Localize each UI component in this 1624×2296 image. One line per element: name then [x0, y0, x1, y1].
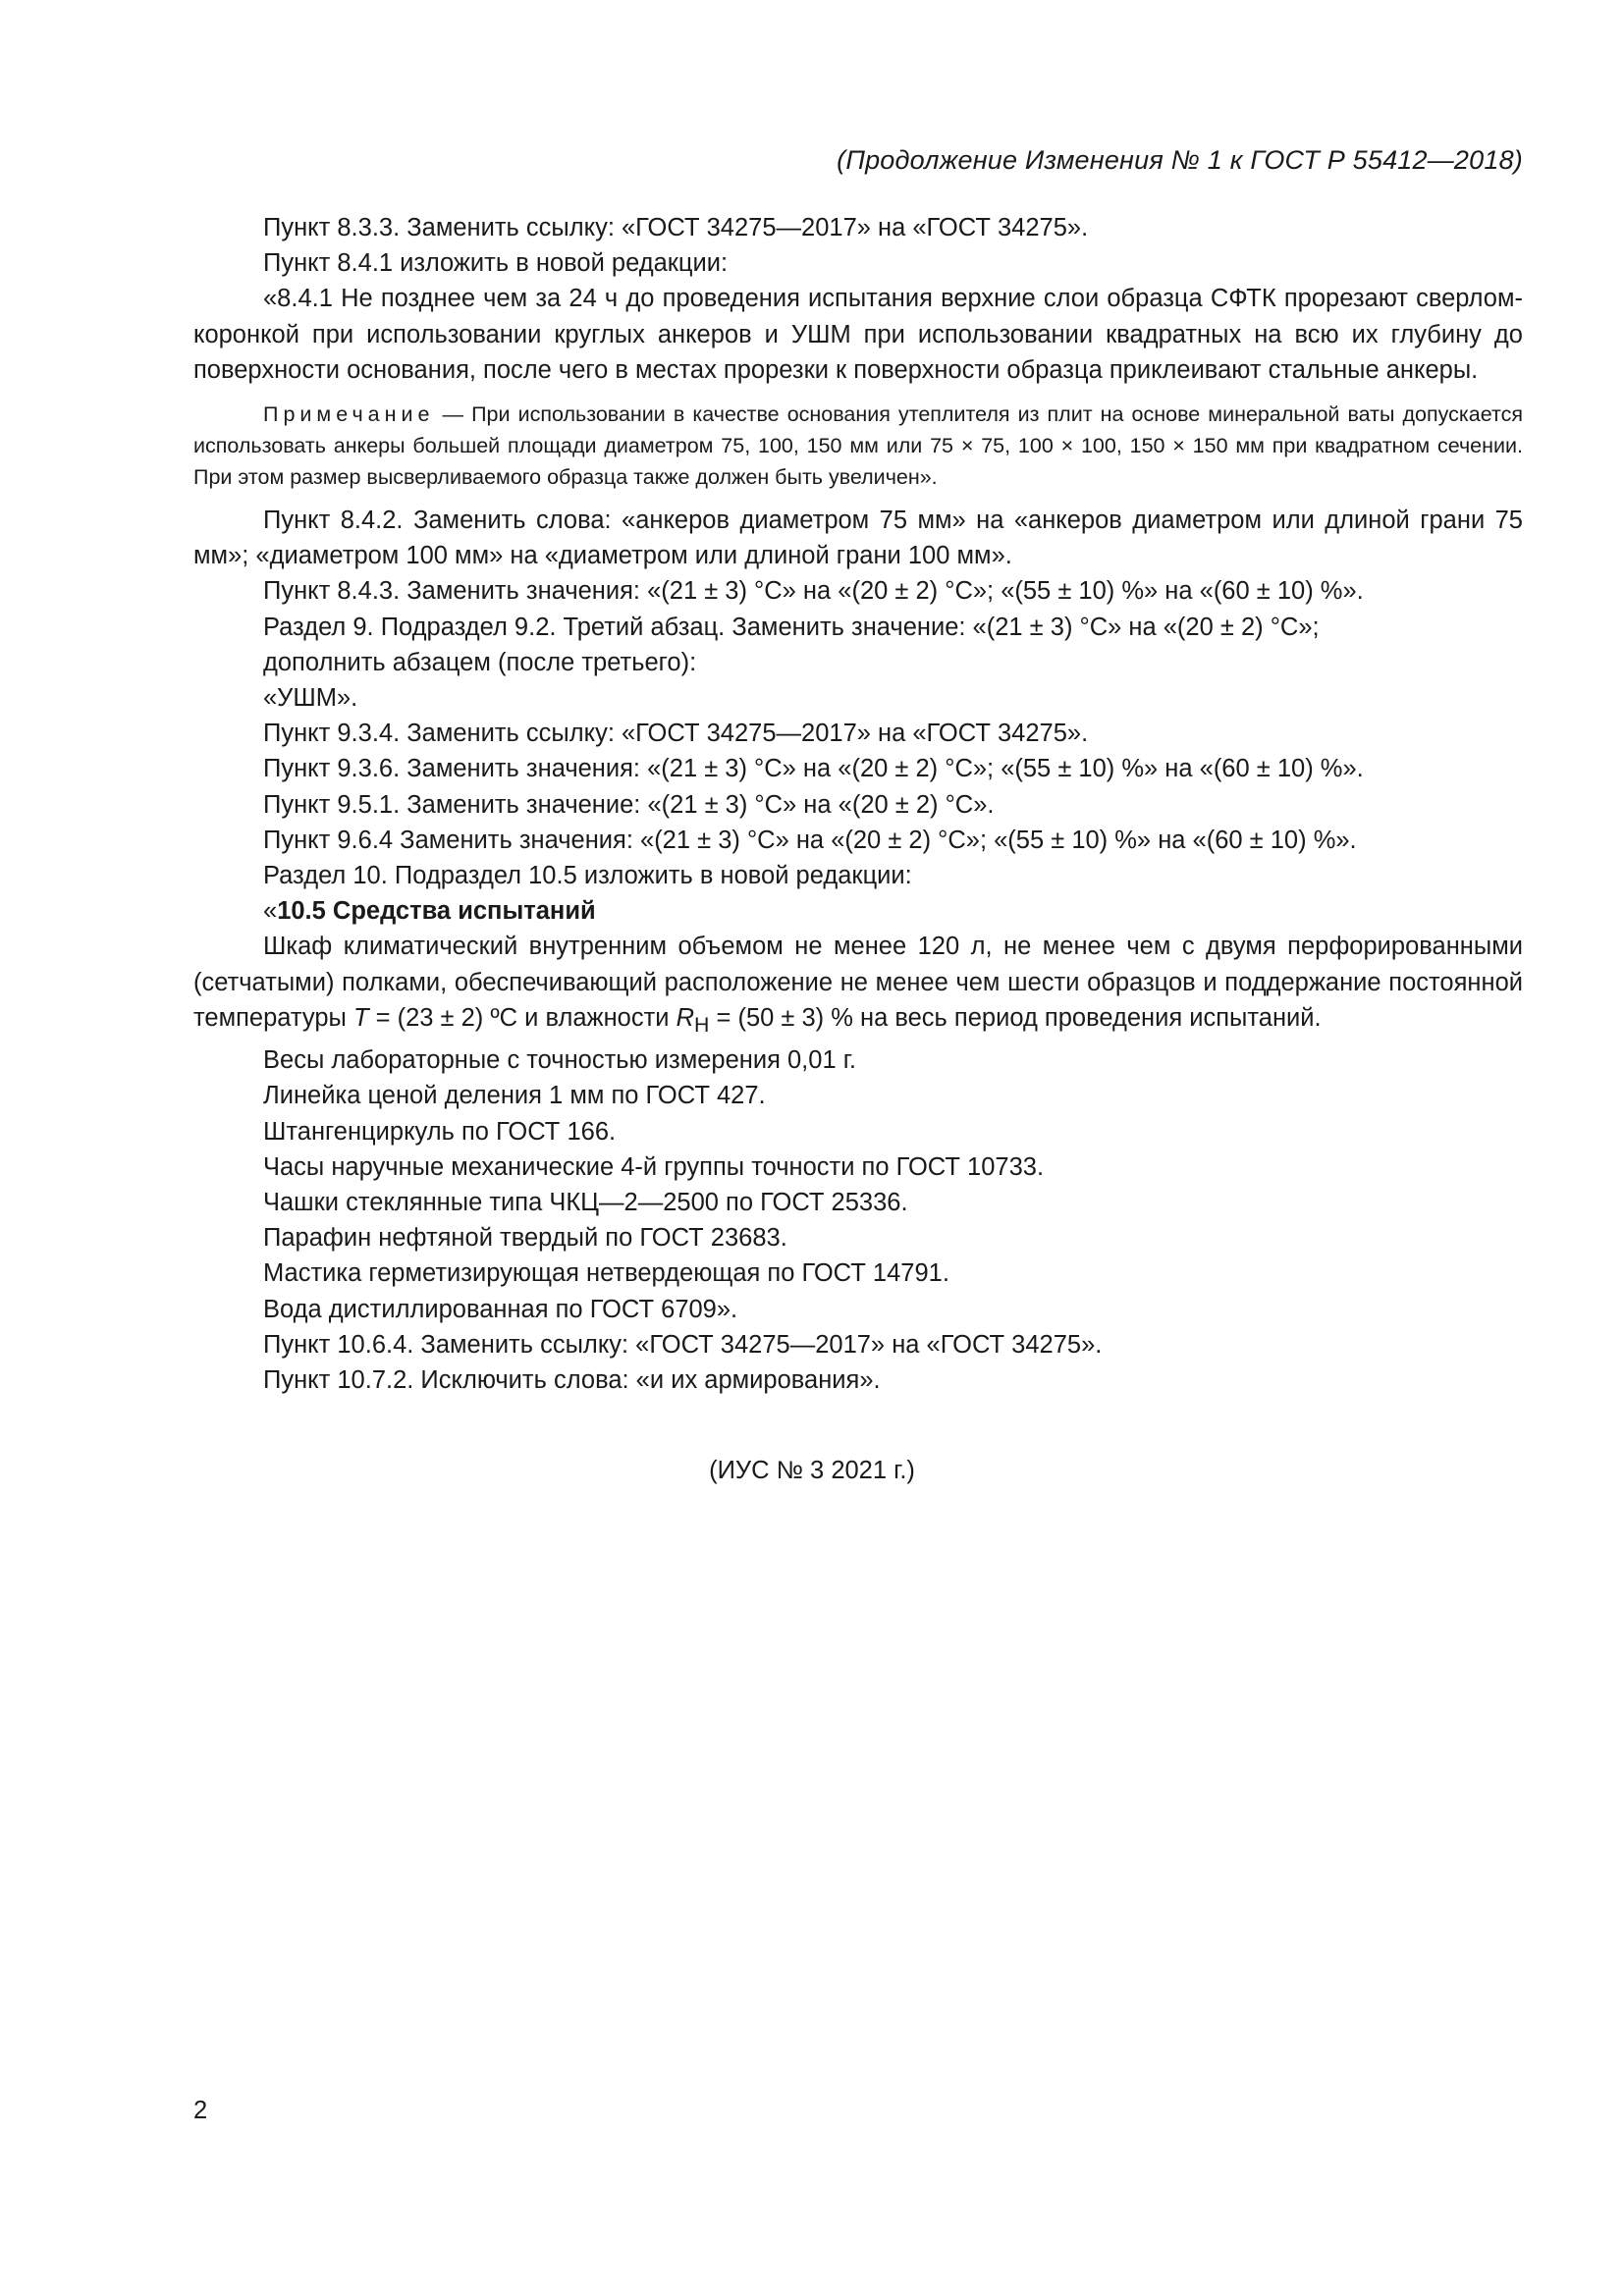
paragraph-8-4-1-intro: Пункт 8.4.1 изложить в новой редакции:: [263, 249, 729, 278]
climate-cabinet-text-2: = (23 ± 2) ºС и влажности: [368, 1003, 677, 1032]
paragraph-add-abzac: дополнить абзацем (после третьего):: [263, 648, 697, 676]
item-scales: Весы лабораторные с точностью измерения 0,01 г.: [263, 1046, 856, 1075]
paragraph-9-6-4: Пункт 9.6.4 Заменить значения: «(21 ± 3) °С» на «(20 ± 2) °С»; «(55 ± 10) %» на «(60 ± 10) %».: [263, 826, 1357, 854]
paragraph-9-3-6: Пункт 9.3.6. Заменить значения: «(21 ± 3) °С» на «(20 ± 2) °С»; «(55 ± 10) %» на «(60 ± 10) %».: [263, 755, 1364, 783]
paragraph-section-10: Раздел 10. Подраздел 10.5 изложить в новой редакции:: [263, 862, 912, 890]
paragraph-8-4-2: Пункт 8.4.2. Заменить слова: «анкеров диаметром 75 мм» на «анкеров диаметром или длиной грани 75 мм»; «диаметром 100 мм» на «диаметром или длиной грани 100 мм».: [193, 507, 1523, 570]
paragraph-10-6-4: Пункт 10.6.4. Заменить ссылку: «ГОСТ 34275—2017» на «ГОСТ 34275».: [263, 1330, 1103, 1359]
document-body: [193, 210, 1523, 1398]
item-mastic: Мастика герметизирующая нетвердеющая по ГОСТ 14791.: [263, 1259, 949, 1288]
symbol-humidity: R: [676, 1003, 695, 1032]
item-caliper: Штангенциркуль по ГОСТ 166.: [263, 1117, 617, 1146]
paragraph-climate-cabinet: [193, 929, 1523, 1042]
paragraph-8-4-1-text: «8.4.1 Не позднее чем за 24 ч до проведения испытания верхние слои образца СФТК прорезают сверлом-коронкой при использовании круглых анкеров и УШМ при использовании квадратных на всю их глубину до поверхности основания, после чего в местах прорезки к поверхности образца приклеивают стальные анкеры.: [193, 285, 1523, 384]
symbol-temperature: T: [352, 1003, 369, 1032]
note: [193, 399, 1523, 493]
climate-cabinet-text-1: Шкаф климатический внутренним объемом не менее 120 л, не менее чем с двумя перфорированными (сетчатыми) полками, обеспечивающий расположение не менее чем шести образцов и поддержание постоянной температуры: [193, 933, 1523, 1032]
note-text: — При использовании в качестве основания утеплителя из плит на основе минеральной ваты допускается использовать анкеры большей площади диаметром 75, 100, 150 мм или 75 × 75, 100 × 100, 150 × 150 мм при квадратном сечении. При этом размер высверливаемого образца также должен быть увеличен».: [193, 402, 1523, 490]
paragraph-8-3-3: Пункт 8.3.3. Заменить ссылку: «ГОСТ 34275—2017» на «ГОСТ 34275».: [263, 214, 1089, 241]
page-number: 2: [193, 2097, 208, 2124]
item-watch: Часы наручные механические 4-й группы точности по ГОСТ 10733.: [263, 1152, 1045, 1181]
paragraph-section-9-2: Раздел 9. Подраздел 9.2. Третий абзац. Заменить значение: «(21 ± 3) °С» на «(20 ± 2) °С»;: [263, 613, 1320, 641]
section-heading-quote: «: [263, 897, 278, 926]
paragraph-9-3-4: Пункт 9.3.4. Заменить ссылку: «ГОСТ 34275—2017» на «ГОСТ 34275».: [263, 720, 1089, 748]
item-distilled-water: Вода дистиллированная по ГОСТ 6709».: [263, 1295, 738, 1323]
item-ruler: Линейка ценой деления 1 мм по ГОСТ 427.: [263, 1082, 766, 1110]
issue-reference: (ИУС № 3 2021 г.): [709, 1457, 915, 1484]
page-header: (Продолжение Изменения № 1 к ГОСТ Р 55412—2018): [837, 145, 1523, 175]
climate-cabinet-text-3: = (50 ± 3) % на весь период проведения испытаний.: [709, 1003, 1322, 1032]
note-label: Примечание: [263, 402, 435, 427]
item-paraffin: Парафин нефтяной твердый по ГОСТ 23683.: [263, 1224, 787, 1253]
paragraph-8-4-3: Пункт 8.4.3. Заменить значения: «(21 ± 3) °С» на «(20 ± 2) °С»; «(55 ± 10) %» на «(60 ± 10) %».: [263, 577, 1364, 606]
paragraph-ushm: «УШМ».: [263, 684, 358, 713]
item-glass-dishes: Чашки стеклянные типа ЧКЦ—2—2500 по ГОСТ 25336.: [263, 1188, 908, 1216]
section-heading-10-5: [193, 893, 1523, 929]
section-heading-title: 10.5 Средства испытаний: [277, 897, 596, 926]
paragraph-10-7-2: Пункт 10.7.2. Исключить слова: «и их армирования».: [263, 1365, 881, 1394]
symbol-humidity-subscript: H: [694, 1012, 710, 1037]
paragraph-9-5-1: Пункт 9.5.1. Заменить значение: «(21 ± 3) °С» на «(20 ± 2) °С».: [263, 790, 995, 819]
